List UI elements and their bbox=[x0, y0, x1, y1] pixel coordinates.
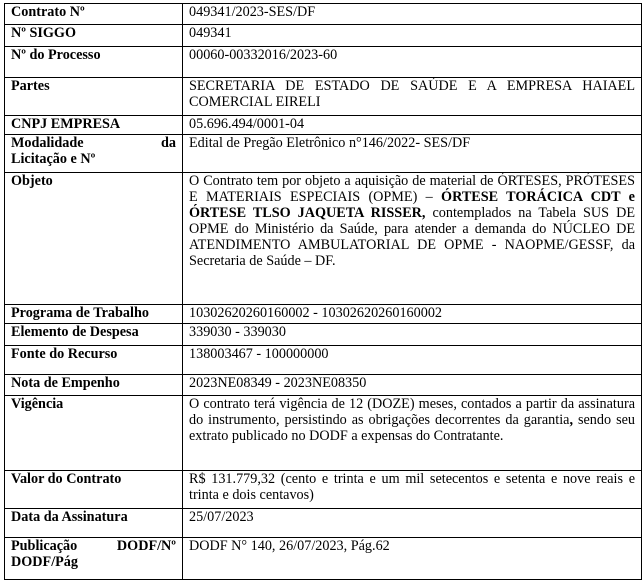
value-objeto bbox=[183, 172, 642, 305]
row-valor bbox=[5, 470, 642, 508]
row-objeto bbox=[5, 172, 642, 305]
label-modalidade bbox=[5, 134, 183, 172]
label-programa: Programa de Trabalho bbox=[5, 305, 183, 324]
value-vigencia-part1: O contrato terá vigência de 12 (DOZE) meses, contados a partir da assinatura do instrumento, persistindo as obrigações decorrentes da garantia bbox=[189, 395, 635, 428]
label-partes: Partes bbox=[5, 78, 183, 116]
value-elemento: 339030 - 339030 bbox=[183, 323, 642, 346]
value-objeto-part2: contemplados na Tabela SUS DE OPME do Ministério da Saúde, para atender a demanda do NÚCLEO DE ATENDIMENTO AMBULATORIAL DE OPME - NAOPME/GESSF, da Secretaria de Saúde – DF. bbox=[189, 204, 635, 269]
label-elemento: Elemento de Despesa bbox=[5, 323, 183, 346]
value-vigencia bbox=[183, 395, 642, 470]
value-processo: 00060-00332016/2023-60 bbox=[183, 47, 642, 78]
value-assinatura: 25/07/2023 bbox=[183, 508, 642, 537]
value-partes: SECRETARIA DE ESTADO DE SAÚDE E A EMPRESA HAIAEL COMERCIAL EIRELI bbox=[183, 78, 642, 116]
value-cnpj: 05.696.494/0001-04 bbox=[183, 116, 642, 135]
row-siggo bbox=[5, 24, 642, 47]
label-valor: Valor do Contrato bbox=[5, 470, 183, 508]
row-vigencia bbox=[5, 395, 642, 470]
label-vigencia: Vigência bbox=[5, 395, 183, 470]
value-objeto-part1: O Contrato tem por objeto a aquisição de material de ÓRTESES, PRÓTESES E MATERIAIS ESPECIAIS (OPME) – bbox=[189, 172, 635, 205]
label-assinatura: Data da Assinatura bbox=[5, 508, 183, 537]
row-publicacao bbox=[5, 537, 642, 579]
row-empenho bbox=[5, 375, 642, 396]
value-publicacao: DODF N° 140, 26/07/2023, Pág.62 bbox=[183, 537, 642, 579]
label-contrato: Contrato Nº bbox=[5, 4, 183, 25]
row-programa bbox=[5, 305, 642, 324]
row-contrato bbox=[5, 4, 642, 25]
value-objeto-bold: ÓRTESE TORÁCICA CDT e ÓRTESE TLSO JAQUETA RISSER, bbox=[189, 188, 635, 221]
value-fonte: 138003467 - 100000000 bbox=[183, 346, 642, 375]
value-modalidade: Edital de Pregão Eletrônico n°146/2022- SES/DF bbox=[183, 134, 642, 172]
label-publicacao-a: Publicação bbox=[11, 537, 78, 554]
row-fonte bbox=[5, 346, 642, 375]
label-fonte: Fonte do Recurso bbox=[5, 346, 183, 375]
label-modalidade-b: da bbox=[161, 134, 176, 151]
label-publicacao-c: DODF/Pág bbox=[11, 553, 78, 570]
row-cnpj bbox=[5, 116, 642, 135]
row-modalidade bbox=[5, 134, 642, 172]
row-partes bbox=[5, 78, 642, 116]
contract-summary-table bbox=[4, 3, 642, 580]
label-processo: Nº do Processo bbox=[5, 47, 183, 78]
value-siggo: 049341 bbox=[183, 24, 642, 47]
label-objeto: Objeto bbox=[5, 172, 183, 305]
label-cnpj: CNPJ EMPRESA bbox=[5, 116, 183, 135]
value-vigencia-part2: sendo seu extrato publicado no DODF a expensas do Contratante. bbox=[189, 411, 635, 444]
row-elemento bbox=[5, 323, 642, 346]
label-modalidade-c: Licitação e Nº bbox=[11, 150, 96, 167]
value-empenho: 2023NE08349 - 2023NE08350 bbox=[183, 375, 642, 396]
value-valor: R$ 131.779,32 (cento e trinta e um mil setecentos e setenta e nove reais e trinta e dois centavos) bbox=[183, 470, 642, 508]
label-publicacao bbox=[5, 537, 183, 579]
label-modalidade-a: Modalidade bbox=[11, 134, 84, 151]
value-vigencia-bold: , bbox=[569, 411, 573, 428]
row-assinatura bbox=[5, 508, 642, 537]
label-empenho: Nota de Empenho bbox=[5, 375, 183, 396]
value-programa: 10302620260160002 - 10302620260160002 bbox=[183, 305, 642, 324]
value-contrato: 049341/2023-SES/DF bbox=[183, 4, 642, 25]
label-siggo: Nº SIGGO bbox=[5, 24, 183, 47]
row-processo bbox=[5, 47, 642, 78]
label-publicacao-b: DODF/Nº bbox=[116, 537, 176, 554]
